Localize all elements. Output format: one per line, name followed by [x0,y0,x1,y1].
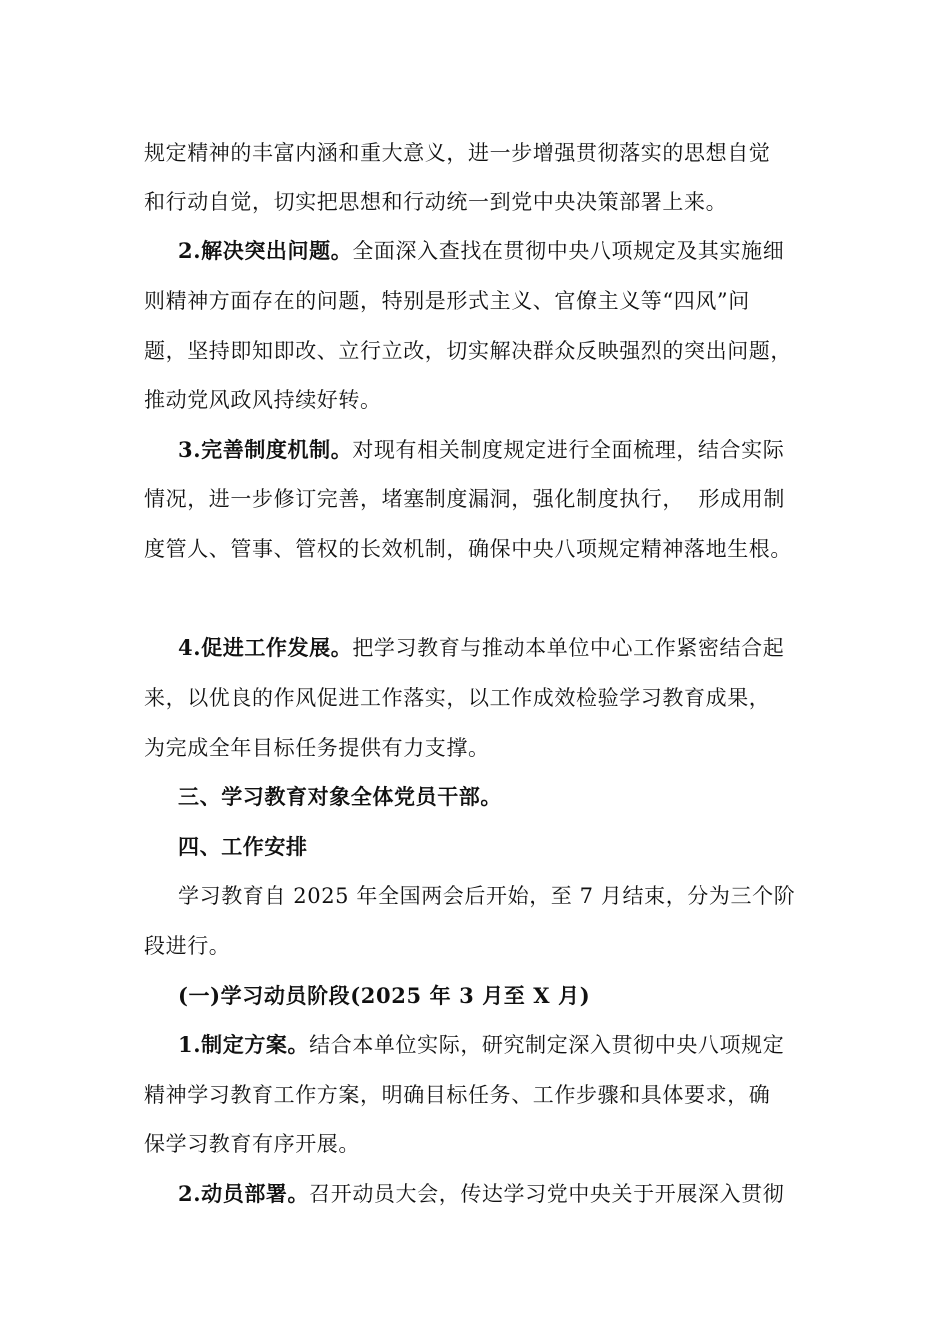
item-heading: 4.促进工作发展。 [178,635,353,660]
line-text: 保学习教育有序开展。 [144,1132,360,1156]
subsection-heading [178,981,590,1011]
paragraph-line [178,633,784,663]
line-text: 和行动自觉，切实把思想和行动统一到党中央决策部署上来。 [144,190,728,214]
paragraph-line [178,435,784,465]
paragraph-line [178,1030,784,1060]
paragraph-line [144,733,490,763]
section-heading [178,782,502,812]
item-heading: 2.解决突出问题。 [178,238,353,263]
paragraph-line [178,236,784,266]
line-text: 结合本单位实际，研究制定深入贯彻中央八项规定 [309,1033,785,1057]
line-text: 题，坚持即知即改、立行立改，切实解决群众反映强烈的突出问题， [144,339,792,363]
line-text: 召开动员大会，传达学习党中央关于开展深入贯彻 [309,1182,785,1206]
line-text: 为完成全年目标任务提供有力支撑。 [144,736,490,760]
line-text: 把学习教育与推动本单位中心工作紧密结合起 [352,636,785,660]
paragraph-line [144,187,727,217]
paragraph-line [144,1080,770,1110]
heading-text: 三、学习教育对象全体党员干部。 [178,784,502,809]
paragraph-line [144,484,785,514]
heading-text: 四、工作安排 [178,834,308,859]
line-text: 则精神方面存在的问题，特别是形式主义、官僚主义等“四风”问 [144,289,750,313]
paragraph-line [144,286,750,316]
line-text: 对现有相关制度规定进行全面梳理，结合实际 [352,438,785,462]
item-heading: 2.动员部署。 [178,1181,310,1206]
line-text: 情况，进一步修订完善，堵塞制度漏洞，强化制度执行， 形成用制 [144,487,785,511]
paragraph-line [144,138,770,168]
line-text: 全面深入查找在贯彻中央八项规定及其实施细 [352,239,785,263]
section-heading [178,832,308,862]
paragraph-line [144,1129,360,1159]
item-heading: 3.完善制度机制。 [178,437,353,462]
paragraph-line [144,385,382,415]
line-text: 段进行。 [144,934,231,958]
paragraph-line [144,931,230,961]
line-text: 来，以优良的作风促进工作落实，以工作成效检验学习教育成果， [144,686,771,710]
paragraph-line [178,1179,784,1209]
paragraph-line [144,336,792,366]
paragraph-line [178,881,795,911]
paragraph-line [144,683,770,713]
line-text: 精神学习教育工作方案，明确目标任务、工作步骤和具体要求，确 [144,1083,771,1107]
line-text: 规定精神的丰富内涵和重大意义，进一步增强贯彻落实的思想自觉 [144,141,771,165]
paragraph-line [144,534,792,564]
line-text: 推动党风政风持续好转。 [144,388,382,412]
item-heading: 1.制定方案。 [178,1032,310,1057]
line-text: 度管人、管事、管权的长效机制，确保中央八项规定精神落地生根。 [144,537,792,561]
line-text: 学习教育自 2025 年全国两会后开始，至 7 月结束，分为三个阶 [178,884,796,908]
heading-text: (一)学习动员阶段(2025 年 3 月至 X 月) [178,983,591,1008]
